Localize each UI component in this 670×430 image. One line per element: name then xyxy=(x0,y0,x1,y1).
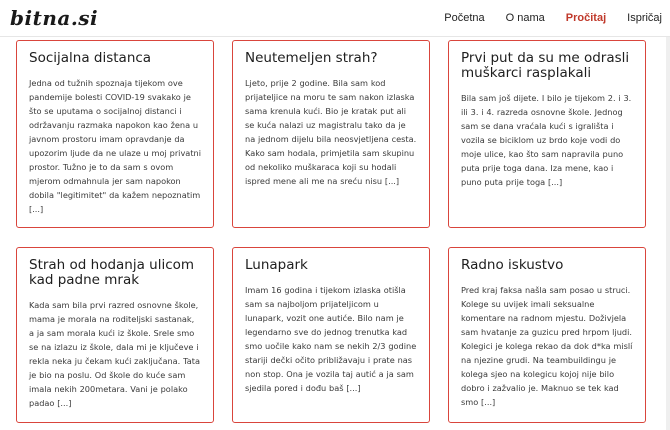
story-excerpt: Jedna od tužnih spoznaja tijekom ove pandemije bolesti COVID-19 svakako je što se uputama o socijalnoj distanci i održavanju razmaka napokon kao žena u javnom prostoru imam opravdanje da upozorim ljude da ne ulaze u moj privatni prostor. Tužno je to da sam s ovom mjerom odmahnula jer sam napokon dobila "legitimitet" da kažem nepoznatim [...] xyxy=(29,78,201,214)
story-title[interactable]: Neutemeljen strah? xyxy=(245,50,378,66)
story-card[interactable] xyxy=(448,40,646,228)
story-title[interactable]: Prvi put da su me odrasli muškarci rasplakali xyxy=(461,50,630,81)
story-title[interactable]: Socijalna distanca xyxy=(29,50,152,66)
nav-link-procitaj[interactable]: Pročitaj xyxy=(565,12,607,24)
site-logo[interactable]: bitna.si xyxy=(10,6,99,30)
story-card[interactable] xyxy=(16,40,214,228)
story-card[interactable] xyxy=(448,247,646,423)
story-card[interactable] xyxy=(232,40,430,228)
story-excerpt: Bila sam još dijete. I bilo je tijekom 2. i 3. ili 3. i 4. razreda osnovne škole. Jednog sam se dana vraćala kući s igrališta i vozila se biciklom uz brdo koje vodi do moje ulice, kao što sam napravila puno puta prije toga dana. Iza mene, kao i puno puta prije toga [...] xyxy=(461,93,632,187)
page-scrollbar[interactable] xyxy=(666,37,670,430)
story-title[interactable]: Lunapark xyxy=(245,257,308,273)
story-title[interactable]: Radno iskustvo xyxy=(461,257,564,273)
story-excerpt: Imam 16 godina i tijekom izlaska otišla sam sa najboljom prijateljicom u lunapark, vozit one autiće. Bilo nam je legendarno sve do jednog trenutka kad smo uočile kako nam se nekih 2/3 godine stariji dečki očito približavaju i prate nas non stop. Ona je vozila taj autić a ja sam sjedila pored i dođu baš [...] xyxy=(245,285,417,393)
nav-link-o-nama[interactable]: O nama xyxy=(505,12,545,24)
nav-link-pocetna[interactable]: Početna xyxy=(444,12,485,24)
nav-link-ispricaj[interactable]: Ispričaj xyxy=(627,12,662,24)
story-excerpt: Ljeto, prije 2 godine. Bila sam kod prijateljice na moru te sam nakon izlaska sama krenula kući. Bio je kratak put ali se kuća nalazi uz magistralu tako da je na jednom dijelu bila neosvjetljena cesta. Kako sam hodala, primjetila sam skupinu od nekoliko muškaraca koji su hodali ispred mene ali me na sreću nisu [...] xyxy=(245,78,417,186)
story-card[interactable] xyxy=(232,247,430,423)
story-excerpt: Pred kraj faksa našla sam posao u struci. Kolege su uvijek imali seksualne komentare na radnom mjestu. Doživjela sam hvatanje za guzicu pred hrpom ljudi. Kolegici je kolega rekao da dok d*ka mislí na njezine grudi. Na teambuildingu je kolega sjeo na kolegicu kojoj nije bilo dobro i zažvalio je. Maknuo se tek kad smo [...] xyxy=(461,285,633,407)
story-card[interactable] xyxy=(16,247,214,423)
story-excerpt: Kada sam bila prvi razred osnovne škole, mama je morala na roditeljski sastanak, a ja sam morala kući iz škole. Srele smo se na izlazu iz škole, dala mi je ključeve i rekla neka ju čekam kući zaključana. Tata je bio na poslu. Od škole do kuće sam imala nekih 200metara. Vani je polako padao [...] xyxy=(29,300,200,408)
story-title[interactable]: Strah od hodanja ulicom kad padne mrak xyxy=(29,257,195,288)
